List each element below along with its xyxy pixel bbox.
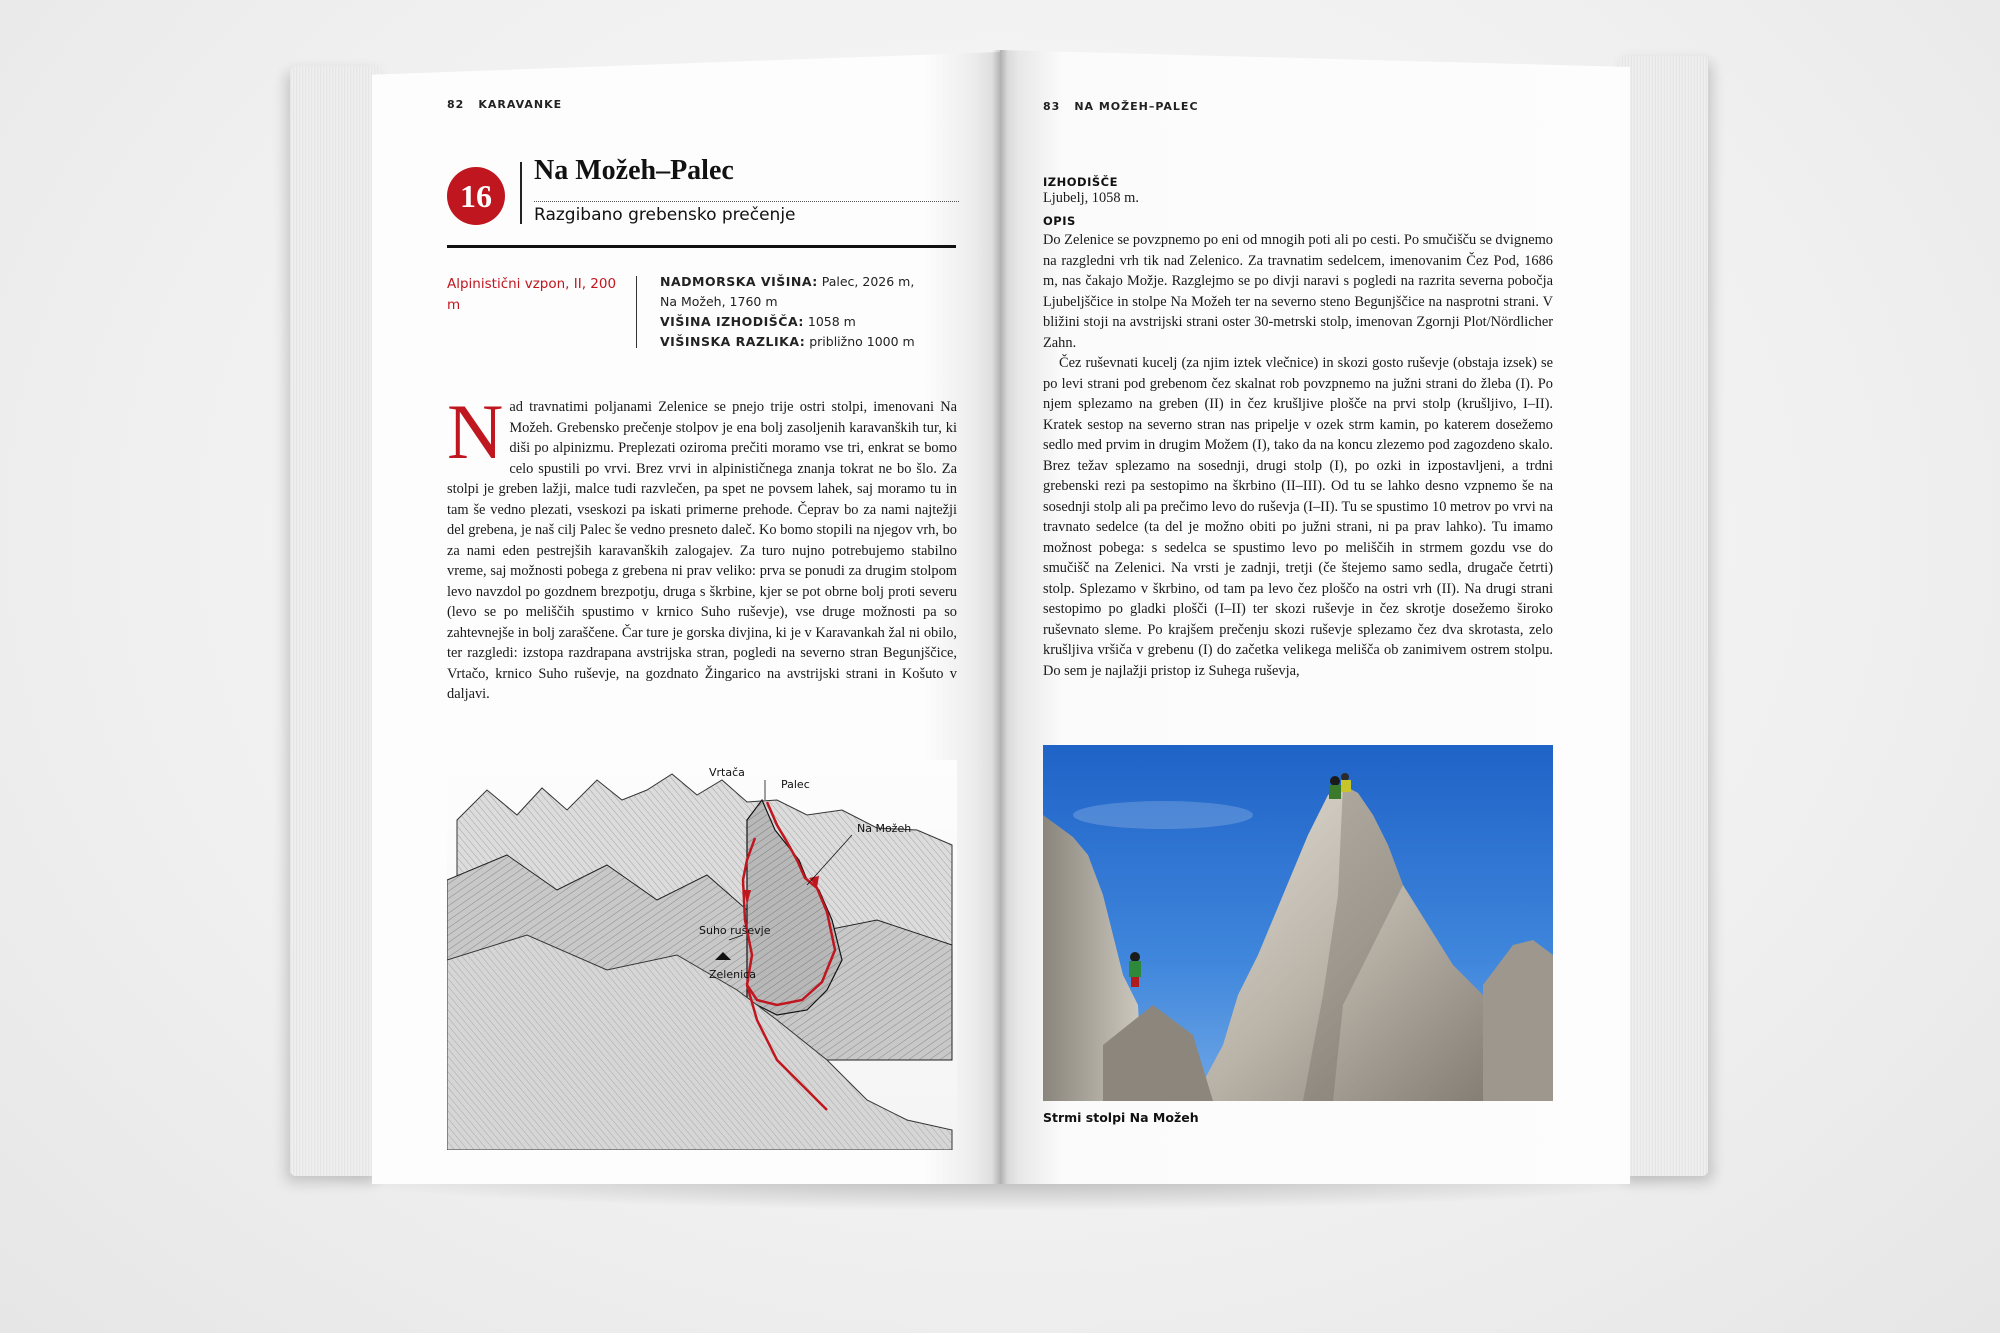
- description-heading: OPIS: [1043, 214, 1076, 228]
- chapter-heading-rule: [447, 245, 956, 248]
- route-facts: [660, 272, 960, 352]
- sketch-label-suho-rusevje: Suho ruševje: [699, 924, 771, 937]
- right-running-head: [1043, 100, 1199, 113]
- chapter-title: Na Možeh–Palec: [534, 155, 734, 186]
- photo-caption: Strmi stolpi Na Možeh: [1043, 1110, 1199, 1125]
- climbing-photo: [1043, 745, 1553, 1101]
- fact-row: NADMORSKA VIŠINA: Palec, 2026 m,: [660, 274, 915, 289]
- route-type: Alpinistični vzpon, II, 200 m: [447, 276, 617, 313]
- fact-row: VIŠINSKA RAZLIKA: približno 1000 m: [660, 334, 915, 349]
- left-page-number: 82: [447, 98, 465, 111]
- right-section-title: NA MOŽEH–PALEC: [1074, 100, 1199, 113]
- left-section-title: KARAVANKE: [478, 98, 563, 111]
- route-description: [1043, 230, 1553, 681]
- chapter-dotted-rule: [534, 201, 959, 202]
- route-sketch-illustration: [447, 760, 957, 1150]
- description-paragraph-1: Do Zelenice se povzpnemo po eni od mnogih poti ali po cesti. Po smučišču se dvignemo na razgledni vrh tik nad Zelenico. Za travnatim sedelcem, imenovanim Čez Pod, 1686 m, nas čakajo Možje. Razglejmo se po divji naravi s pogledi na razrita severna pobočja Ljubeljščice in stolpe Na Možeh ter na severno steno Begunjščice na nasprotni strani. V bližini stoji na avstrijski strani oster 30-metrski stolp, imenovan Zgornji Plot/Nördlicher Zahn.: [1043, 232, 1553, 351]
- fact-row: VIŠINA IZHODIŠČA: 1058 m: [660, 314, 856, 329]
- sketch-label-na-mozeh: Na Možeh: [857, 822, 912, 835]
- drop-cap: N: [447, 388, 504, 475]
- page-stack-right: [1620, 56, 1708, 1176]
- start-heading: IZHODIŠČE: [1043, 175, 1118, 189]
- page-stack-left: [290, 66, 380, 1176]
- sketch-label-palec: Palec: [781, 778, 810, 791]
- left-running-head: [447, 98, 562, 111]
- sketch-label-zelenica: Zelenica: [709, 968, 756, 981]
- book-gutter: [992, 50, 1008, 1184]
- chapter-subtitle: Razgibano grebensko prečenje: [534, 205, 796, 225]
- intro-text: Nad travnatimi poljanami Zelenice se pnejo trije ostri stolpi, imenovani Na Možeh. Grebensko prečenje stolpov je ena bolj zasoljenih karavanških tur, ki diši po alpinizmu. Preplezati oziroma prečiti moramo vse tri, enkrat se bomo celo spustili po vrvi. Brez vrvi in alpinističnega znanja tokrat ne bo šlo. Za stolpi je greben lažji, malce tudi razvlečen, pa spet ne povsem lahek, saj moramo tu in tam še vedno plezati, vseskozi pa iskati primerne prehode. Čeprav bo za nami najtežji del grebena, je naš cilj Palec še vedno presneto daleč. Ko bomo stopili na njegov vrh, bo za nami eden pestrejših karavanških zalogajev. Za turo nujno potrebujemo stabilno vreme, saj možnosti pobega z grebena ni prav veliko: prva se ponudi za drugim stolpom levo navzdol po gozdnem brezpotju, druga s škrbine, kjer se pot obrne bolj proti severu (levo se po meliščih spustimo v krnico Suho ruševje), vse druge možnosti pa so zahtevnejše in bolj zaraščene. Čar ture je gorska divjina, ki je v Karavankah žal ni obilo, ter razgledi: izstopa razdrapana avstrijska stran, pogledi na severno stran Begunjščice, Vrtačo, krnico Suho ruševje, na gozdnato Žingarico na avstrijski strani in Košuto v daljavi.: [447, 388, 957, 702]
- chapter-divider: [520, 162, 522, 224]
- description-paragraph-2: Čez ruševnati kucelj (za njim iztek vlečnice) in skozi gosto ruševje (obstaja izsek) se po levi strani pod grebenom čez skalnat rob povzpnemo na južni strani do žleba (I). Po njem splezamo na greben (II) in čez krušljive plošče na prvi stolp (krušljivo, I–II). Kratek sestop na severno stran nas pripelje v ozek strm kamin, po katerem dosežemo sedlo med prvim in drugim Možem (I), tako da na koncu zlezemo pod zagozdeno skalo. Brez težav splezamo na sosednji, drugi stolp (I), po ozki in izpostavljeni, a trdni grebenski rezi pa sestopimo na škrbino (II–III). Od tu se lahko desno vzpnemo še na sosednji stolp ali pa prečimo levo do ruševja (I–II). Tu se spustimo 10 metrov po vrvi na travnato sedelce (ta del je možno obiti po južni strani, ni pa prav lahko). Tu imamo možnost pobega: s sedelca se spustimo levo po meliščih in strmem gozdu vse do smučišč na Zelenici. Na vrsti je zadnji, tretji (če štejemo samo sedla, drugače četrti) stolp. Splezamo v škrbino, od tam pa levo čez ploščo na ostri vrh (II). Na drugi strani sestopimo po gladki plošči (I–II) ter skozi ruševje in čez skrotje dosežemo široko ruševnato sleme. Po krajšem prečenju skozi ruševje splezamo čez dva skrotasta, zelo krušljiva vršiča v grebenu (I) do začetka velikega melišča ob zanimivem ostrem stolpu. Do sem je najlažji pristop iz Suhega ruševja,: [1043, 355, 1553, 679]
- meta-divider: [636, 276, 637, 348]
- sketch-label-vrtaca: Vrtača: [709, 766, 745, 779]
- fact-row: Na Možeh, 1760 m: [660, 294, 778, 309]
- start-text: Ljubelj, 1058 m.: [1043, 190, 1139, 206]
- right-page-number: 83: [1043, 100, 1061, 113]
- chapter-number-badge: 16: [447, 167, 505, 225]
